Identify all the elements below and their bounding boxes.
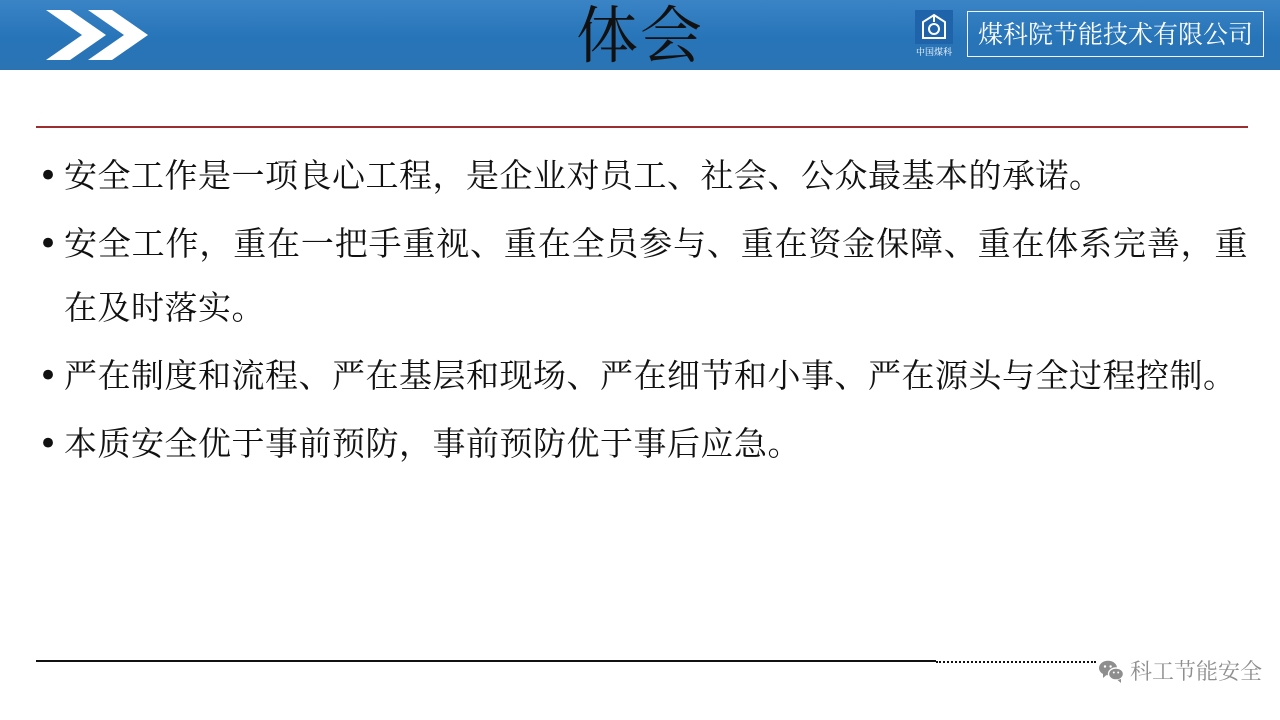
- bullet-list: [38, 144, 1248, 480]
- logo-text: 中国煤科: [915, 48, 952, 58]
- company-logo-block: [905, 5, 1264, 63]
- footer-divider: [36, 660, 936, 662]
- list-item: [38, 144, 1248, 208]
- bullet-marker: •: [38, 424, 59, 464]
- bullet-marker: •: [38, 356, 59, 396]
- watermark-text: 科工节能安全: [1129, 660, 1262, 685]
- bullet-marker: •: [38, 224, 59, 264]
- header-divider: [36, 126, 1248, 128]
- company-name: 煤科院节能技术有限公司: [977, 20, 1253, 49]
- wechat-icon: [1098, 658, 1124, 684]
- list-item-text: 本质安全优于事前预防，事前预防优于事后应急。: [64, 424, 801, 463]
- list-item: [38, 344, 1248, 408]
- coal-science-logo-icon: [905, 6, 963, 62]
- watermark: [1098, 655, 1262, 686]
- list-item: [38, 212, 1248, 340]
- company-name-box: [967, 11, 1264, 57]
- slide-header-bar: [0, 0, 1280, 70]
- list-item-text: 安全工作是一项良心工程，是企业对员工、社会、公众最基本的承诺。: [64, 156, 1103, 195]
- page-title: 体会: [575, 0, 704, 72]
- list-item: [38, 412, 1248, 476]
- list-item-text: 严在制度和流程、严在基层和现场、严在细节和小事、严在源头与全过程控制。: [64, 356, 1237, 395]
- bullet-marker: •: [38, 156, 59, 196]
- list-item-text: 安全工作，重在一把手重视、重在全员参与、重在资金保障、重在体系完善，重在及时落实。: [64, 224, 1248, 327]
